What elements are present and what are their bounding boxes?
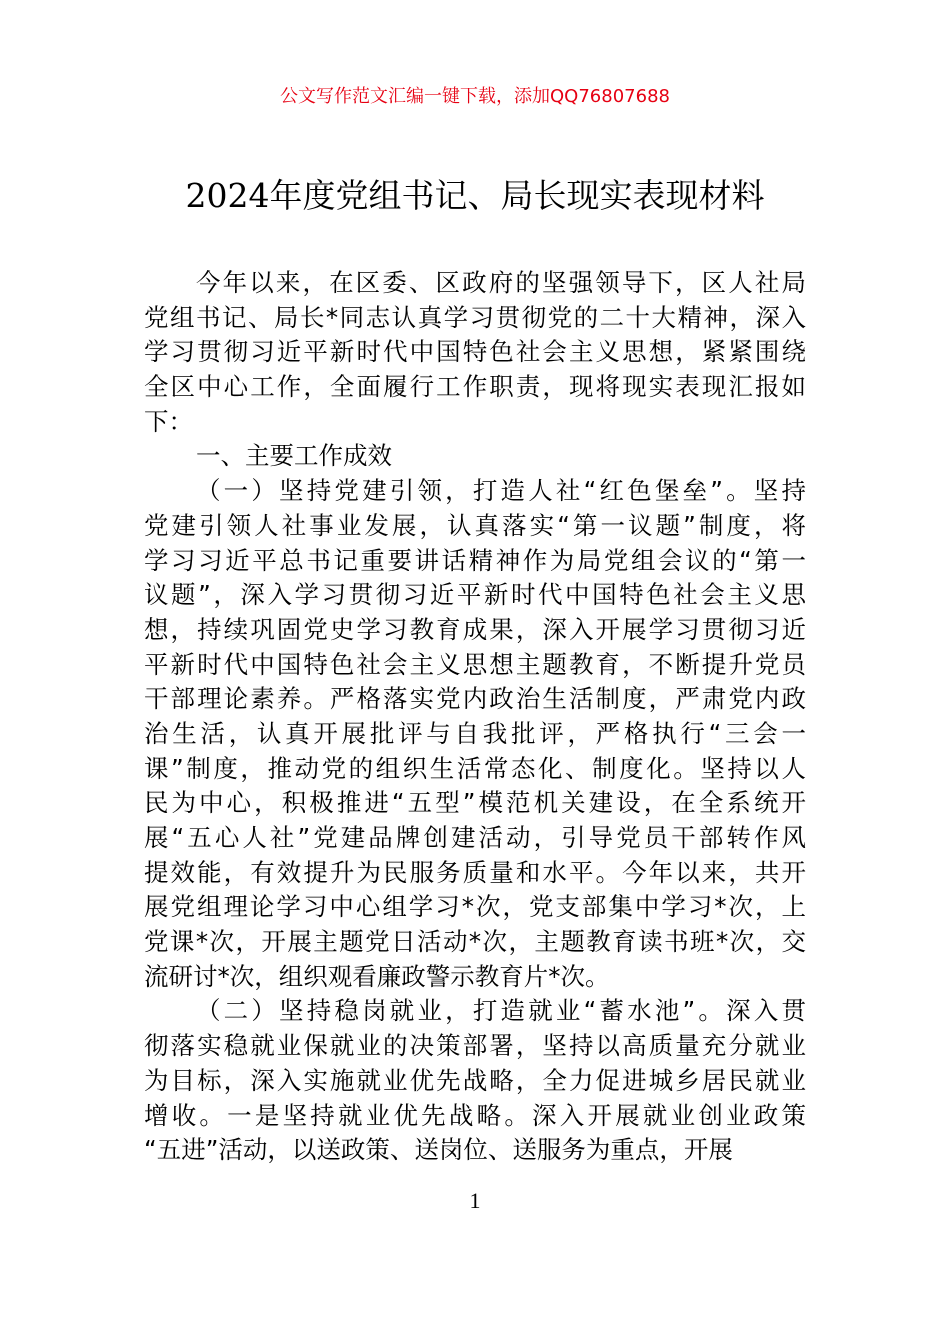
text-line: 党课*次，开展主题党日活动*次，主题教育读书班*次，交 bbox=[144, 927, 806, 957]
text-line: 党建引领人社事业发展，认真落实“第一议题”制度，将 bbox=[144, 510, 806, 540]
text-line: 展党组理论学习中心组学习*次，党支部集中学习*次，上 bbox=[144, 892, 806, 922]
paragraph bbox=[144, 474, 806, 994]
text-line: 彻落实稳就业保就业的决策部署，坚持以高质量充分就业 bbox=[144, 1031, 806, 1061]
text-line: 干部理论素养。严格落实党内政治生活制度，严肃党内政 bbox=[144, 684, 806, 714]
text-line: 下： bbox=[144, 406, 193, 436]
document-title: 2024年度党组书记、局长现实表现材料 bbox=[185, 176, 765, 215]
text-line: 想，持续巩固党史学习教育成果，深入开展学习贯彻习近 bbox=[144, 614, 806, 644]
text-line: 党组书记、局长*同志认真学习贯彻党的二十大精神，深入 bbox=[144, 302, 806, 332]
text-line: （一）坚持党建引领，打造人社“红色堡垒”。坚持 bbox=[196, 476, 806, 506]
text-line: 平新时代中国特色社会主义思想主题教育，不断提升党员 bbox=[144, 649, 806, 679]
paragraph bbox=[144, 994, 806, 1167]
text-line: “五进”活动，以送政策、送岗位、送服务为重点，开展 bbox=[144, 1135, 733, 1165]
paragraph bbox=[144, 266, 806, 439]
text-line: 治生活，认真开展批评与自我批评，严格执行“三会一 bbox=[144, 718, 806, 748]
text-line: 学习习近平总书记重要讲话精神作为局党组会议的“第一 bbox=[144, 545, 806, 575]
watermark-header: 公文写作范文汇编一键下载，添加QQ76807688 bbox=[280, 86, 670, 107]
text-line: 增收。一是坚持就业优先战略。深入开展就业创业政策 bbox=[144, 1100, 806, 1130]
page-number: 1 bbox=[469, 1188, 481, 1213]
text-line: 课”制度，推动党的组织生活常态化、制度化。坚持以人 bbox=[144, 753, 806, 783]
text-line: 一、主要工作成效 bbox=[196, 441, 392, 471]
text-line: 今年以来，在区委、区政府的坚强领导下，区人社局 bbox=[196, 268, 806, 297]
text-line: 为目标，深入实施就业优先战略，全力促进城乡居民就业 bbox=[144, 1065, 806, 1095]
document-body bbox=[144, 266, 806, 1168]
text-line: 流研讨*次，组织观看廉政警示教育片*次。 bbox=[144, 961, 610, 991]
text-line: 民为中心，积极推进“五型”模范机关建设，在全系统开 bbox=[144, 788, 806, 818]
text-line: 学习贯彻习近平新时代中国特色社会主义思想，紧紧围绕 bbox=[144, 337, 806, 367]
text-line: 提效能，有效提升为民服务质量和水平。今年以来，共开 bbox=[144, 857, 806, 887]
text-line: （二）坚持稳岗就业，打造就业“蓄水池”。深入贯 bbox=[196, 996, 806, 1026]
paragraph bbox=[144, 439, 806, 474]
text-line: 议题”，深入学习贯彻习近平新时代中国特色社会主义思 bbox=[144, 580, 806, 610]
text-line: 全区中心工作，全面履行工作职责，现将现实表现汇报如 bbox=[144, 372, 806, 402]
text-line: 展“五心人社”党建品牌创建活动，引导党员干部转作风 bbox=[144, 823, 806, 852]
